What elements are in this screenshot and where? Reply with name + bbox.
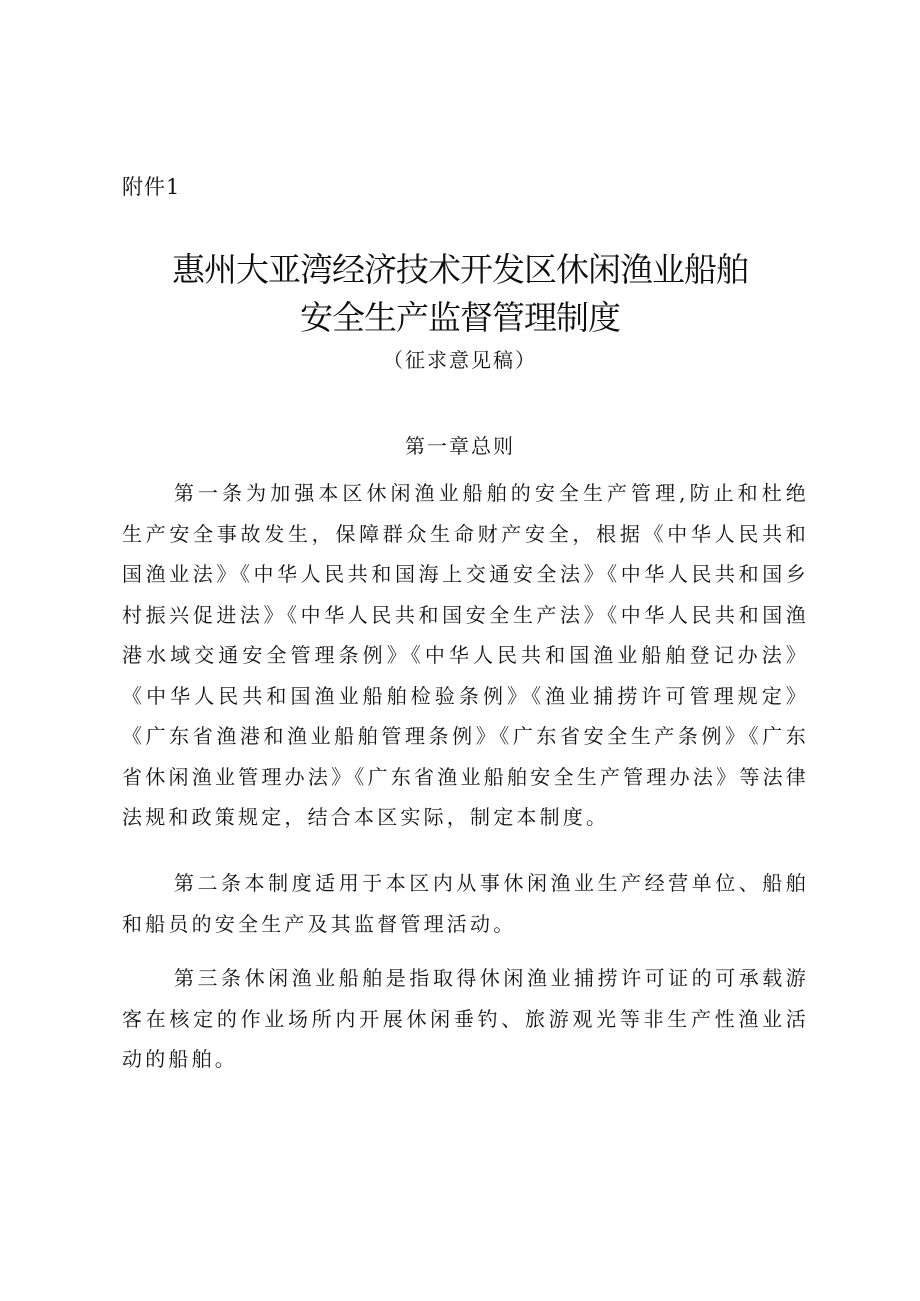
document-title-line-2: 安全生产监督管理制度 bbox=[300, 298, 620, 337]
article-1-paragraph: 第一条为加强本区休闲渔业船舶的安全生产管理,防止和杜绝生产安全事故发生，保障群众生命财产安全，根据《中华人民共和国渔业法》《中华人民共和国海上交通安全法》《中华人民共和国乡村振兴促进法》《中华人民共和国安全生产法》《中华人民共和国渔港水域交通安全管理条例》《中华人民共和国渔业船舶登记办法》《中华人民共和国渔业船舶检验条例》《渔业捕捞许可管理规定》《广东省渔港和渔业船舶管理条例》《广东省安全生产条例》《广东省休闲渔业管理办法》《广东省渔业船舶安全生产管理办法》等法律法规和政策规定，结合本区实际，制定本制度。 bbox=[122, 481, 809, 829]
article-2-paragraph: 第二条本制度适用于本区内从事休闲渔业生产经营单位、船舶和船员的安全生产及其监督管理活动。 bbox=[122, 871, 809, 936]
chapter-heading: 第一章总则 bbox=[405, 434, 515, 458]
article-3-paragraph: 第三条休闲渔业船舶是指取得休闲渔业捕捞许可证的可承载游客在核定的作业场所内开展休闲垂钓、旅游观光等非生产性渔业活动的船舶。 bbox=[122, 966, 809, 1071]
draft-subtitle: （征求意见稿） bbox=[383, 348, 537, 372]
attachment-label: 附件1 bbox=[122, 175, 181, 199]
document-title-line-1: 惠州大亚湾经济技术开发区休闲渔业船舶 bbox=[172, 250, 748, 289]
